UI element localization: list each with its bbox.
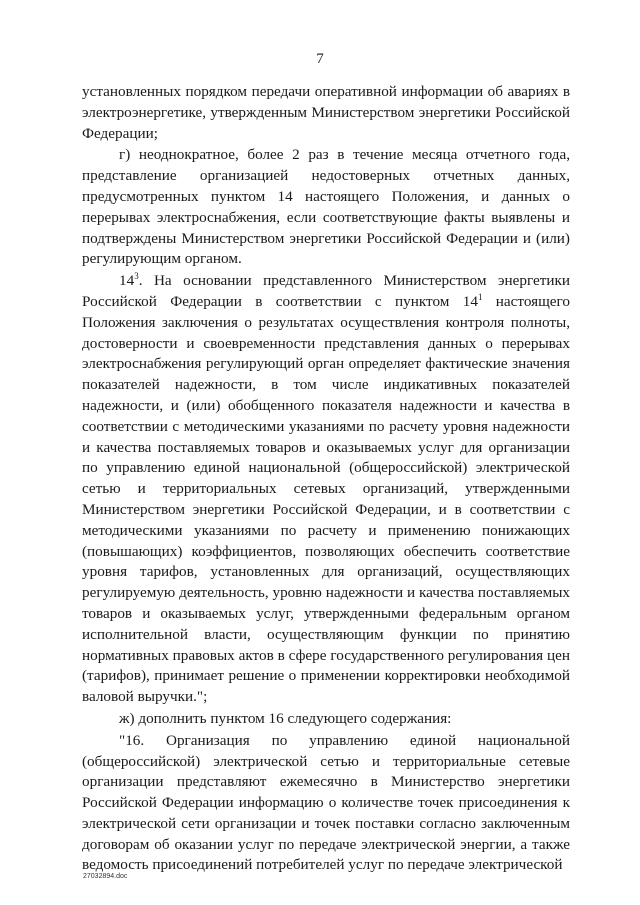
clause-superscript: 3 (134, 271, 139, 282)
document-body (82, 82, 570, 876)
clause-text-part-1: . На основании представленного Министерством энергетики Российской Федерации в соответствии с пунктом 14 (82, 272, 570, 310)
reference-superscript: 1 (477, 291, 483, 302)
paragraph-14-3 (82, 271, 570, 708)
clause-number: 14 (119, 272, 135, 290)
paragraph-item-g: г) неоднократное, более 2 раз в течение месяца отчетного года, представление организацией недостоверных отчетных данных, предусмотренных пунктом 14 настоящего Положения, и данных о перерывах электроснабжения, если соответствующие факты выявлены и подтверждены Министерством энергетики Российской Федерации и (или) регулирующим органом. (82, 146, 570, 268)
paragraph-16: "16. Организация по управлению единой национальной (общероссийской) электрической сетью и территориальные сетевые организации представляют ежемесячно в Министерство энергетики Российской Федерации информацию о количестве точек присоединения к электрической сети организации и точек поставки согласно заключенным договорам об оказании услуг по передаче электрической энергии, а также ведомость присоединений потребителей услуг по передаче электрической (82, 731, 570, 874)
paragraph-1: установленных порядком передачи оперативной информации об авариях в электроэнергетике, утвержденным Министерством энергетики Российской Федерации; (82, 83, 570, 142)
page-number: 7 (316, 51, 324, 67)
clause-text-part-2: настоящего Положения заключения о результатах осуществления контроля полноты, достоверности и своевременности представления данных о перерывах электроснабжения регулирующий орган определяет фактические значения показателей надежности, в том числе индикативных показателей надежности, и (или) обобщенного показателя надежности и качества в соответствии с методическими указаниями по расчету уровня надежности и качества поставляемых товаров и оказываемых услуг для организации по управлению единой национальной (общероссийской) электрической сетью и территориальных сетевых организаций, утвержденными Министерством энергетики Российской Федерации, и в соответствии с методическими указаниями по расчету и применению понижающих (повышающих) коэффициентов, позволяющих обеспечить соответствие уровня тарифов, установленных для организаций, осуществляющих регулируемую деятельность, уровню надежности и качества поставляемых товаров и оказываемых услуг, утвержденными федеральным органом исполнительной власти, осуществляющим функции по принятию нормативных правовых актов в сфере государственного регулирования цен (тарифов), принимает решение о применении корректировки необходимой валовой выручки."; (82, 292, 570, 706)
document-footer-filename: 27032894.doc (83, 873, 128, 880)
paragraph-item-zh: ж) дополнить пунктом 16 следующего содержания: (119, 709, 452, 727)
